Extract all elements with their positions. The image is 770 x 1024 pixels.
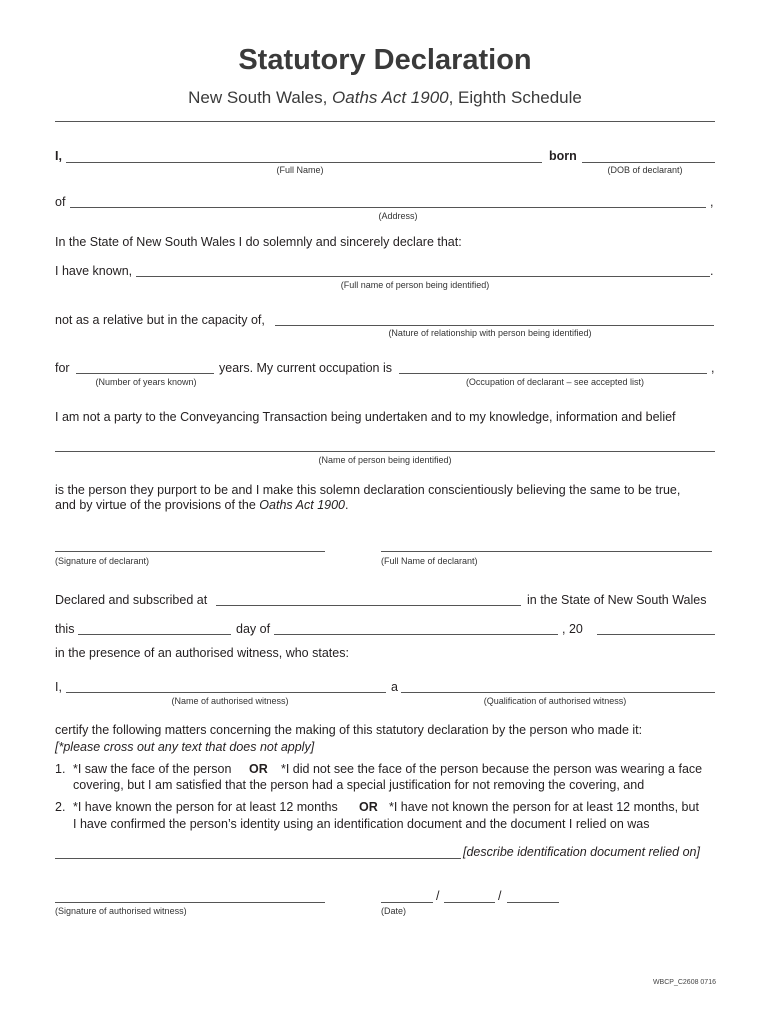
of-label: of (55, 195, 66, 209)
have-known-label: I have known, (55, 264, 133, 278)
date-day-field[interactable] (381, 902, 433, 903)
declarant-i-label: I, (55, 149, 62, 163)
year-field[interactable] (597, 634, 715, 635)
date-year-field[interactable] (507, 902, 559, 903)
day-field[interactable] (78, 634, 231, 635)
purport-text-line2 (55, 498, 348, 512)
item1-number: 1. (55, 762, 66, 776)
form-code: WBCP_C2608 0716 (652, 979, 716, 986)
subtitle-act: Oaths Act 1900 (332, 88, 449, 107)
capacity-label: not as a relative but in the capacity of, (55, 313, 265, 327)
page-title: Statutory Declaration (238, 44, 532, 76)
purport-text-post: . (345, 498, 349, 512)
witness-qualification-caption: (Qualification of authorised witness) (483, 696, 627, 706)
years-known-caption: (Number of years known) (95, 377, 197, 387)
purport-text-pre: and by virtue of the provisions of the (55, 498, 260, 512)
item2-number: 2. (55, 800, 66, 814)
purport-text-act: Oaths Act 1900 (259, 498, 345, 512)
occupation-field[interactable] (399, 373, 707, 374)
relationship-field[interactable] (275, 325, 714, 326)
item2-option-a: *I have known the person for at least 12 months (73, 800, 338, 814)
declarant-full-name-field[interactable] (381, 551, 712, 552)
witness-signature-caption: (Signature of authorised witness) (55, 906, 187, 916)
for-label: for (55, 361, 70, 375)
date-slash-1: / (436, 889, 440, 903)
witness-signature-field[interactable] (55, 902, 325, 903)
header-rule (55, 121, 715, 122)
state-declare-text: In the State of New South Wales I do solemnly and sincerely declare that: (55, 235, 462, 249)
witness-qualification-field[interactable] (401, 692, 715, 693)
relationship-caption: (Nature of relationship with person being identified) (388, 328, 592, 338)
declared-at-label: Declared and subscribed at (55, 593, 208, 607)
full-name-field[interactable] (66, 162, 542, 163)
witness-a-label: a (391, 680, 398, 694)
day-of-label: day of (236, 622, 271, 636)
person-identified-field[interactable] (136, 276, 710, 277)
item1-or: OR (249, 762, 268, 776)
declarant-full-name-caption: (Full Name of declarant) (381, 556, 478, 566)
cross-out-note: [*please cross out any text that does not apply] (55, 740, 315, 754)
month-field[interactable] (274, 634, 558, 635)
item2-or: OR (359, 800, 378, 814)
declared-state-text: in the State of New South Wales (527, 593, 707, 607)
item2-option-b: *I have not known the person for at least 12 months, but (389, 800, 699, 814)
address-comma: , (710, 195, 714, 209)
declared-place-field[interactable] (216, 605, 521, 606)
full-name-caption: (Full Name) (276, 165, 324, 175)
witness-i-label: I, (55, 680, 62, 694)
date-month-field[interactable] (444, 902, 495, 903)
purport-text-line1: is the person they purport to be and I make this solemn declaration conscientiously believing the same to be true, (55, 483, 681, 497)
item1-option-a: *I saw the face of the person (73, 762, 232, 776)
presence-text: in the presence of an authorised witness, who states: (55, 646, 349, 660)
subtitle-state: New South Wales, (188, 88, 333, 107)
person-name-caption: (Name of person being identified) (318, 455, 452, 465)
item2-line2: I have confirmed the person’s identity using an identification document and the document I relied on was (73, 817, 650, 831)
year-prefix-label: , 20 (562, 622, 583, 636)
date-caption: (Date) (381, 906, 407, 916)
person-identified-caption: (Full name of person being identified) (340, 280, 490, 290)
not-party-text: I am not a party to the Conveyancing Transaction being undertaken and to my knowledge, information and belief (55, 410, 676, 424)
id-document-field[interactable] (55, 858, 461, 859)
witness-name-caption: (Name of authorised witness) (171, 696, 289, 706)
known-period: . (710, 264, 714, 278)
describe-document-note: [describe identification document relied on] (463, 845, 700, 859)
page-subtitle (0, 88, 770, 108)
declarant-signature-field[interactable] (55, 551, 325, 552)
declarant-signature-caption: (Signature of declarant) (55, 556, 150, 566)
item1-option-b: *I did not see the face of the person because the person was wearing a face (281, 762, 703, 776)
address-field[interactable] (70, 207, 706, 208)
date-slash-2: / (498, 889, 502, 903)
certify-text: certify the following matters concerning the making of this statutory declaration by the person who made it: (55, 723, 643, 737)
years-known-field[interactable] (76, 373, 214, 374)
occupation-label: years. My current occupation is (219, 361, 392, 375)
occupation-caption: (Occupation of declarant – see accepted list) (465, 377, 645, 387)
this-label: this (55, 622, 75, 636)
subtitle-schedule: , Eighth Schedule (448, 88, 582, 107)
born-label: born (549, 149, 577, 163)
address-caption: (Address) (378, 211, 418, 221)
dob-field[interactable] (582, 162, 715, 163)
person-name-field[interactable] (55, 451, 715, 452)
witness-name-field[interactable] (66, 692, 386, 693)
dob-caption: (DOB of declarant) (607, 165, 683, 175)
occupation-comma: , (711, 361, 715, 375)
item1-line2: covering, but I am satisfied that the person had a special justification for not removing the covering, and (73, 778, 645, 792)
